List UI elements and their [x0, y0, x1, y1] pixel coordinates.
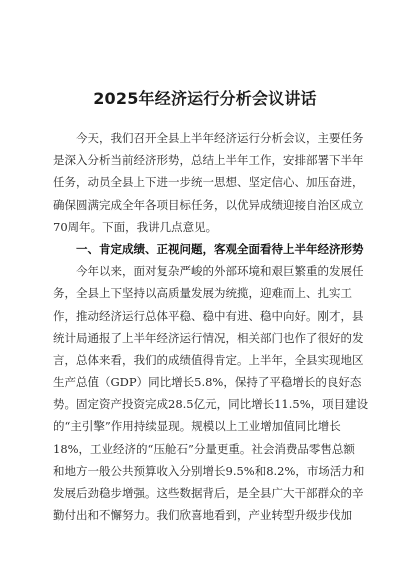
body-line: 生产总值（GDP）同比增长5.8%，保持了平稳增长的良好态	[53, 375, 362, 390]
body-line: 勤付出和不懈努力。我们欣喜地看到，产业转型升级步伐加	[53, 508, 352, 523]
body-line: 任务，动员全县上下进一步统一思想、坚定信心、加压奋进，	[53, 175, 364, 190]
body-line: 的“主引擎”作用持续显现。规模以上工业增加值同比增长	[53, 419, 341, 434]
document-title: 2025年经济运行分析会议讲话	[93, 89, 317, 108]
body-line: 是深入分析当前经济形势，总结上半年工作，安排部署下半年	[53, 153, 364, 168]
body-line: 和地方一般公共预算收入分别增长9.5%和8.2%，市场活力和	[53, 463, 365, 478]
document-body	[53, 127, 373, 526]
section-heading: 一、肯定成绩、正视问题，客观全面看待上半年经济形势	[53, 241, 364, 256]
body-line: 确保圆满完成全年各项目标任务，以优异成绩迎接自治区成立	[53, 197, 364, 212]
body-line: 今天，我们召开全县上半年经济运行分析会议，主要任务	[53, 131, 364, 145]
body-line: 18%，工业经济的“压舱石”分量更重。社会消费品零售总额	[53, 441, 355, 456]
body-line: 势。固定资产投资完成28.5亿元，同比增长11.5%，项目建设	[53, 397, 369, 412]
body-line: 言，总体来看，我们的成绩值得肯定。上半年，全县实现地区	[53, 352, 364, 367]
body-line: 70周年。下面，我讲几点意见。	[53, 219, 218, 234]
body-line: 发展后劲稳步增强。这些数据背后，是全县广大干部群众的辛	[53, 486, 364, 500]
body-line: 今年以来，面对复杂严峻的外部环境和艰巨繁重的发展任	[53, 264, 364, 279]
body-line: 务，全县上下坚持以高质量发展为统揽，迎难而上、扎实工	[53, 286, 352, 301]
body-line: 作，推动经济运行总体平稳、稳中有进、稳中向好。刚才，县	[53, 308, 364, 323]
body-line: 统计局通报了上半年经济运行情况，相关部门也作了很好的发	[53, 330, 364, 345]
